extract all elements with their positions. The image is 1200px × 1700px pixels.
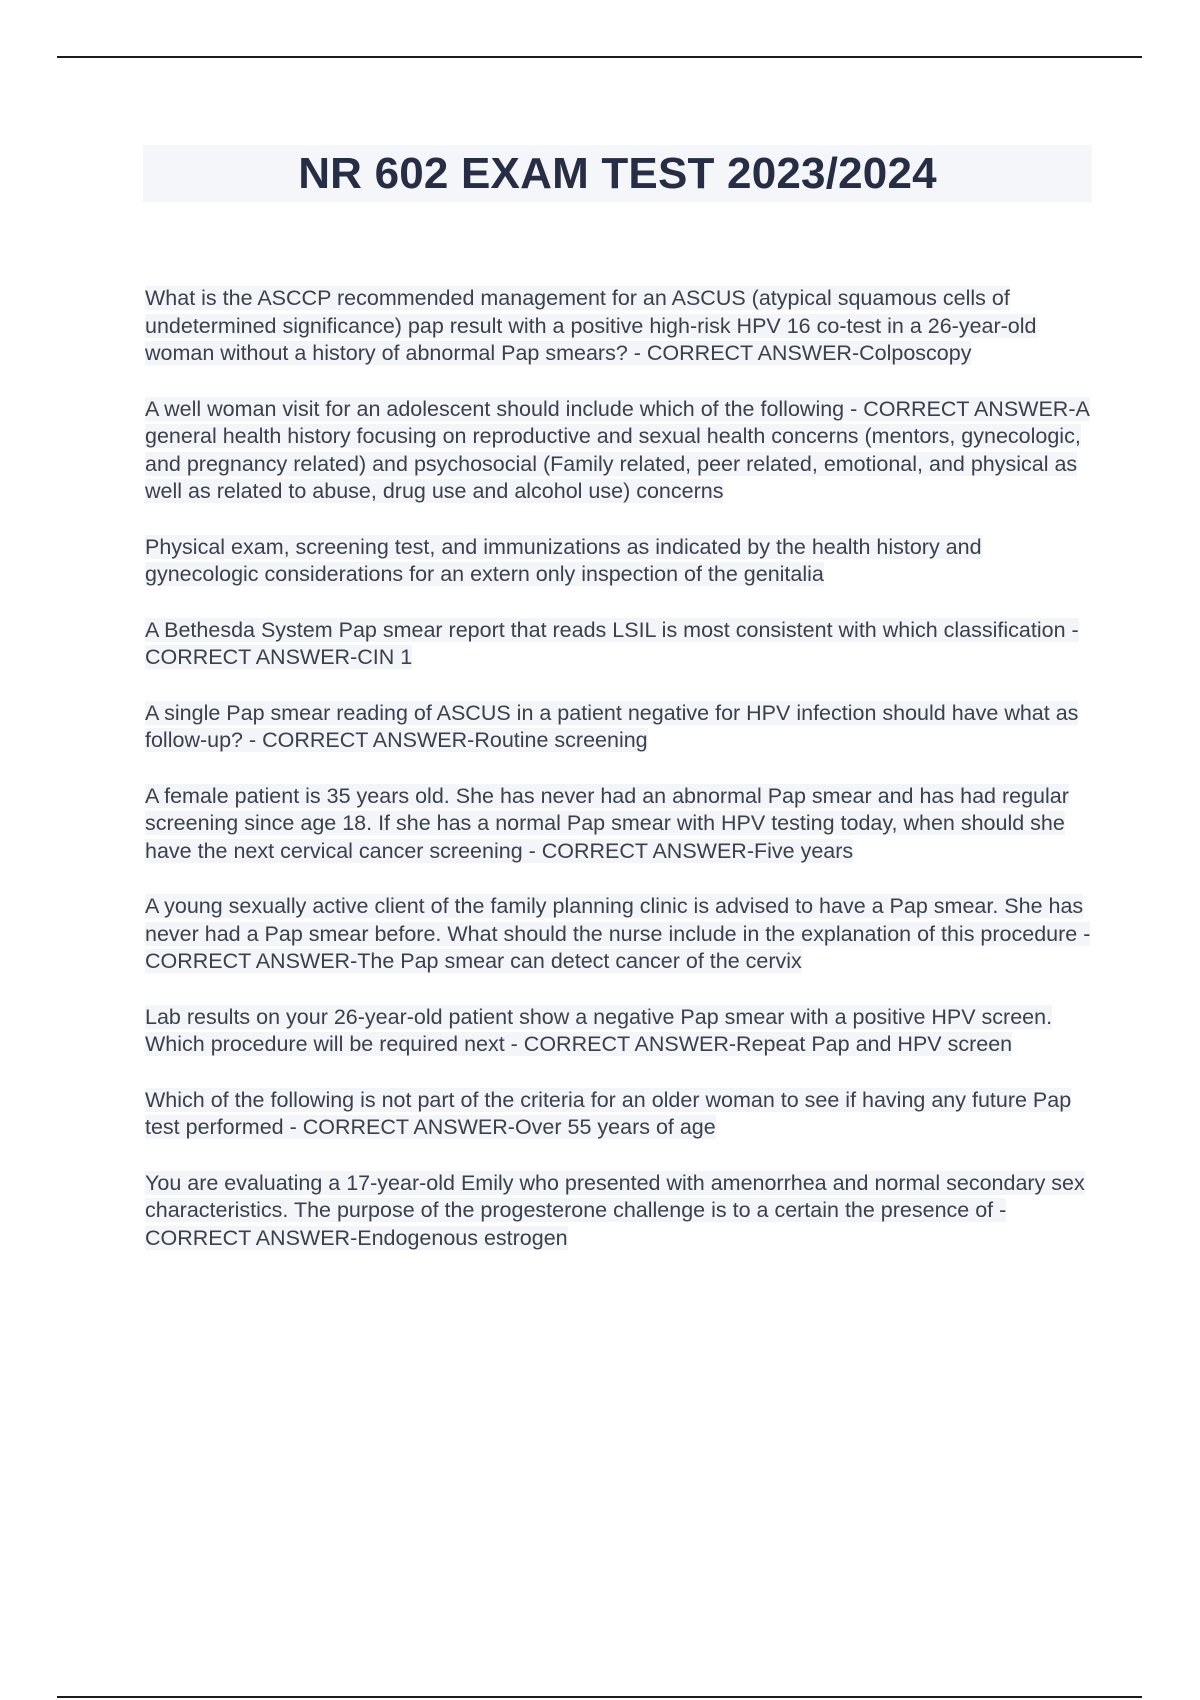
qa-entry — [145, 893, 1095, 976]
qa-entry — [145, 285, 1095, 368]
qa-entry — [145, 700, 1095, 755]
qa-text: You are evaluating a 17-year-old Emily who presented with amenorrhea and normal secondary sex characteristics. The purpose of the progesterone challenge is to a certain the presence of - CORRECT ANSWER-Endogenous estrogen — [145, 1170, 1085, 1250]
qa-entry — [145, 1087, 1095, 1142]
qa-entry — [145, 783, 1095, 866]
qa-text: Lab results on your 26-year-old patient show a negative Pap smear with a positive HPV screen. Which procedure will be required next - CORRECT ANSWER-Repeat Pap and HPV screen — [145, 1004, 1053, 1056]
qa-text: A female patient is 35 years old. She has never had an abnormal Pap smear and has had regular screening since age 18. If she has a normal Pap smear with HPV testing today, when should she have the next cervical cancer screening - CORRECT ANSWER-Five years — [145, 783, 1069, 863]
qa-text: A Bethesda System Pap smear report that reads LSIL is most consistent with which classification - CORRECT ANSWER-CIN 1 — [145, 617, 1079, 669]
qa-entry — [145, 534, 1095, 589]
qa-text: Physical exam, screening test, and immunizations as indicated by the health history and gynecologic considerations for an extern only inspection of the genitalia — [145, 534, 982, 586]
qa-text: What is the ASCCP recommended management for an ASCUS (atypical squamous cells of undetermined significance) pap result with a positive high-risk HPV 16 co-test in a 26-year-old woman without a history of abnormal Pap smears? - CORRECT ANSWER-Colposcopy — [145, 286, 1037, 365]
document-title: NR 602 EXAM TEST 2023/2024 — [298, 149, 937, 198]
qa-list — [145, 285, 1095, 1280]
qa-entry — [145, 1170, 1095, 1253]
qa-text: A single Pap smear reading of ASCUS in a patient negative for HPV infection should have what as follow-up? - CORRECT ANSWER-Routine screening — [145, 700, 1079, 752]
qa-entry — [145, 396, 1095, 506]
qa-text: Which of the following is not part of the criteria for an older woman to see if having any future Pap test performed - CORRECT ANSWER-Over 55 years of age — [145, 1087, 1072, 1139]
qa-entry — [145, 617, 1095, 672]
qa-entry — [145, 1004, 1095, 1059]
bottom-divider — [57, 1696, 1142, 1698]
top-divider — [57, 56, 1142, 58]
qa-text: A well woman visit for an adolescent should include which of the following - CORRECT ANSWER-A general health history focusing on reproductive and sexual health concerns (mentors, gynecologic, and pregnancy related) and psychosocial (Family related, peer related, emotional, and physical as well as related to abuse, drug use and alcohol use) concerns — [145, 396, 1090, 503]
qa-text: A young sexually active client of the family planning clinic is advised to have a Pap smear. She has never had a Pap smear before. What should the nurse include in the explanation of this procedure - CORRECT ANSWER-The Pap smear can detect cancer of the cervix — [145, 894, 1091, 973]
